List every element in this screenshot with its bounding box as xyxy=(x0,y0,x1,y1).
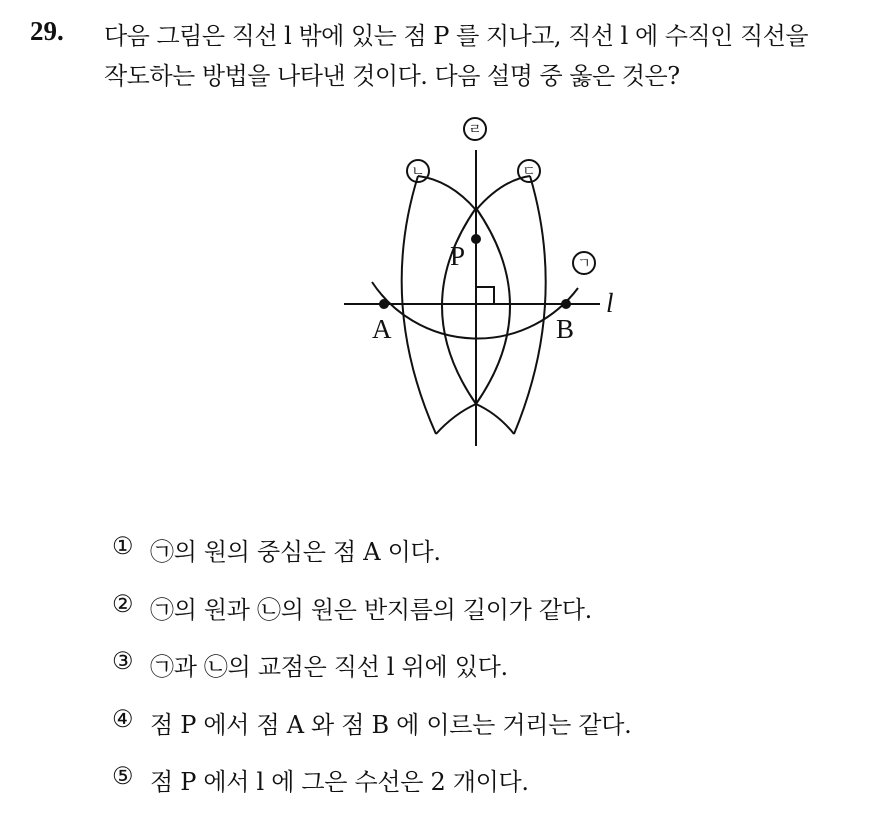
label-circle-a xyxy=(573,252,595,274)
lens-right xyxy=(476,208,510,404)
choice-4[interactable] xyxy=(112,705,631,763)
choice-4-mark: ④ xyxy=(112,704,134,733)
label-circle-b xyxy=(407,160,429,182)
point-p-dot xyxy=(471,234,481,244)
arc-a-label: ㄱ xyxy=(577,256,591,272)
label-circle-d xyxy=(464,118,486,140)
point-b-dot xyxy=(561,299,571,309)
choice-5-text: 점 P 에서 l 에 그은 수선은 2 개이다. xyxy=(150,768,529,796)
choice-2[interactable] xyxy=(112,590,631,648)
arc-d-label: ㄹ xyxy=(468,122,482,138)
point-p-label: P xyxy=(450,241,466,271)
question-text-line-2: 작도하는 방법을 나타낸 것이다. 다음 설명 중 옳은 것은? xyxy=(104,62,680,90)
choice-5-mark: ⑤ xyxy=(112,762,134,790)
arc-c xyxy=(514,176,546,434)
choice-1-text: ㉠의 원의 중심은 점 A 이다. xyxy=(150,538,441,566)
arc-c-upper xyxy=(476,176,530,210)
question-text-line-1: 다음 그림은 직선 l 밖에 있는 점 P 를 지나고, 직선 l 에 수직인 직선을 xyxy=(104,22,809,50)
choice-2-text: ㉠의 원과 ㉡의 원은 반지름의 길이가 같다. xyxy=(150,595,592,624)
point-a-label: A xyxy=(372,314,392,344)
label-circle-c xyxy=(518,160,540,182)
choice-3[interactable] xyxy=(112,647,631,705)
point-b-label: B xyxy=(556,314,575,344)
choice-2-mark: ② xyxy=(112,589,134,618)
lens-left xyxy=(442,208,476,404)
choice-3-text: ㉠과 ㉡의 교점은 직선 l 위에 있다. xyxy=(150,653,508,681)
arc-c-label: ㄷ xyxy=(522,164,536,180)
arc-b-label: ㄴ xyxy=(411,164,425,180)
choice-5[interactable] xyxy=(112,762,631,820)
question-number: 29. xyxy=(30,16,64,46)
choice-3-mark: ③ xyxy=(112,647,134,675)
line-l-label: l xyxy=(606,288,614,318)
arc-a xyxy=(372,282,578,339)
arc-b xyxy=(402,176,436,434)
right-angle-mark xyxy=(476,287,494,304)
choice-1[interactable] xyxy=(112,532,631,590)
choice-4-text: 점 P 에서 점 A 와 점 B 에 이르는 거리는 같다. xyxy=(150,710,632,739)
choice-1-mark: ① xyxy=(112,532,134,560)
point-a-dot xyxy=(379,299,389,309)
arc-b-lower xyxy=(436,404,476,434)
arc-b-upper xyxy=(418,176,476,210)
answer-choices xyxy=(112,532,631,820)
arc-c-lower xyxy=(476,404,514,434)
